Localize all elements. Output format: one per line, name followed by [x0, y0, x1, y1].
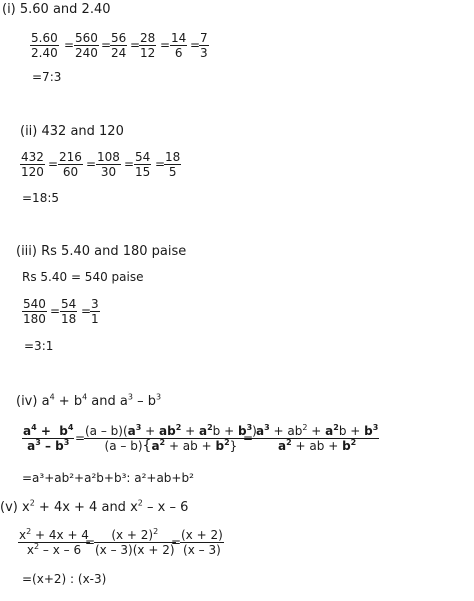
fraction — [90, 297, 100, 326]
numerator: 56 — [111, 31, 127, 45]
expression-x2-plus-4x-plus-4: $x^2 + 4x + 4$ — [21, 498, 98, 515]
heading-connector: and — [97, 500, 131, 515]
denominator: 180 — [23, 312, 46, 326]
equals-sign: = — [75, 431, 86, 445]
fraction — [30, 31, 59, 60]
denominator: 2.40 — [31, 46, 58, 60]
numerator: 5.60 — [31, 31, 58, 45]
fraction — [74, 31, 99, 60]
numerator: 14 — [171, 31, 187, 45]
denominator: 18 — [61, 312, 77, 326]
heading-part-v — [0, 500, 188, 515]
answer-part-iv: =a³+ab²+a²b+b³: a²+ab+b² — [22, 471, 194, 485]
equals-sign: = — [124, 157, 135, 171]
denominator: 24 — [111, 46, 127, 60]
expression-a3-minus-b3: $a^3 - b^3$ — [119, 392, 162, 409]
fraction-quadratics: $\frac{x^2 + 4x + 4}{x^2 - x - 6}$ — [19, 527, 89, 557]
expression-x2-minus-x-minus-6: $x^2$ – x – 6 — [130, 498, 189, 515]
fraction — [164, 150, 181, 179]
fraction — [58, 150, 83, 179]
fraction — [110, 31, 127, 60]
equals-sign: = — [243, 431, 254, 445]
equals-sign: = — [50, 304, 61, 318]
denominator: 15 — [135, 165, 151, 179]
fraction-factored: $\frac{(a - b)(a^3 + ab^2 + a^2b + b^3)}{(a - b)\{a^2 + ab + b^2\}}$ — [85, 423, 257, 454]
fraction-simplified: $\frac{a^3 + ab^2 + a^2b + b^3}{a^2 + ab + b^2}$ — [256, 423, 379, 453]
equals-sign: = — [81, 304, 92, 318]
equals-sign: = — [160, 38, 171, 52]
denominator: 120 — [21, 165, 44, 179]
numerator: 540 — [23, 297, 46, 311]
expression-a4-plus-b4: $a^4 + b^4$ — [41, 392, 88, 409]
heading-part-i: (i) 5.60 and 2.40 — [2, 2, 111, 17]
answer-part-i: =7:3 — [32, 70, 62, 84]
fraction — [139, 31, 156, 60]
equals-sign: = — [190, 38, 201, 52]
equals-sign: = — [171, 535, 182, 549]
answer-part-v: =(x+2) : (x-3) — [22, 572, 107, 586]
denominator: 3 — [200, 46, 208, 60]
numerator: 108 — [97, 150, 120, 164]
heading-label: (v) — [0, 500, 22, 515]
fraction — [199, 31, 209, 60]
denominator: 6 — [174, 46, 183, 60]
equals-sign: = — [64, 38, 75, 52]
heading-part-ii: (ii) 432 and 120 — [20, 124, 124, 139]
equals-sign: = — [130, 38, 141, 52]
heading-part-iv — [16, 394, 161, 409]
conversion-part-iii: Rs 5.40 = 540 paise — [22, 270, 144, 284]
denominator: 12 — [140, 46, 156, 60]
denominator: 5 — [168, 165, 177, 179]
fraction — [170, 31, 187, 60]
heading-part-iii: (iii) Rs 5.40 and 180 paise — [16, 244, 187, 259]
answer-part-ii: =18:5 — [22, 191, 60, 205]
fraction-simplified: $\frac{(x + 2)}{(x - 3)}$ — [181, 528, 223, 557]
numerator: 3 — [91, 297, 99, 311]
fraction-a4b4-over-a3b3: $\frac{a^4 + b^4}{a^3 - b^3}$ — [23, 423, 74, 453]
numerator: 560 — [75, 31, 98, 45]
fraction — [20, 150, 45, 179]
heading-connector: and — [87, 394, 120, 409]
numerator: 7 — [200, 31, 208, 45]
fraction — [96, 150, 121, 179]
equals-sign: = — [86, 157, 97, 171]
heading-label: (iv) — [16, 394, 42, 409]
denominator: 1 — [91, 312, 99, 326]
fraction — [134, 150, 151, 179]
denominator: 60 — [62, 165, 79, 179]
fraction — [60, 297, 77, 326]
fraction — [22, 297, 47, 326]
equals-sign: = — [48, 157, 59, 171]
numerator: 432 — [21, 150, 44, 164]
answer-part-iii: =3:1 — [24, 339, 54, 353]
numerator: 54 — [61, 297, 77, 311]
numerator: 54 — [135, 150, 151, 164]
equals-sign: = — [101, 38, 112, 52]
numerator: 216 — [59, 150, 82, 164]
fraction-factored: $\frac{(x + 2)^2}{(x - 3)(x + 2)}$ — [95, 527, 175, 557]
denominator: 30 — [100, 165, 117, 179]
equals-sign: = — [155, 157, 166, 171]
numerator: 28 — [140, 31, 156, 45]
numerator: 18 — [165, 150, 181, 164]
equals-sign: = — [85, 535, 96, 549]
denominator: 240 — [75, 46, 98, 60]
